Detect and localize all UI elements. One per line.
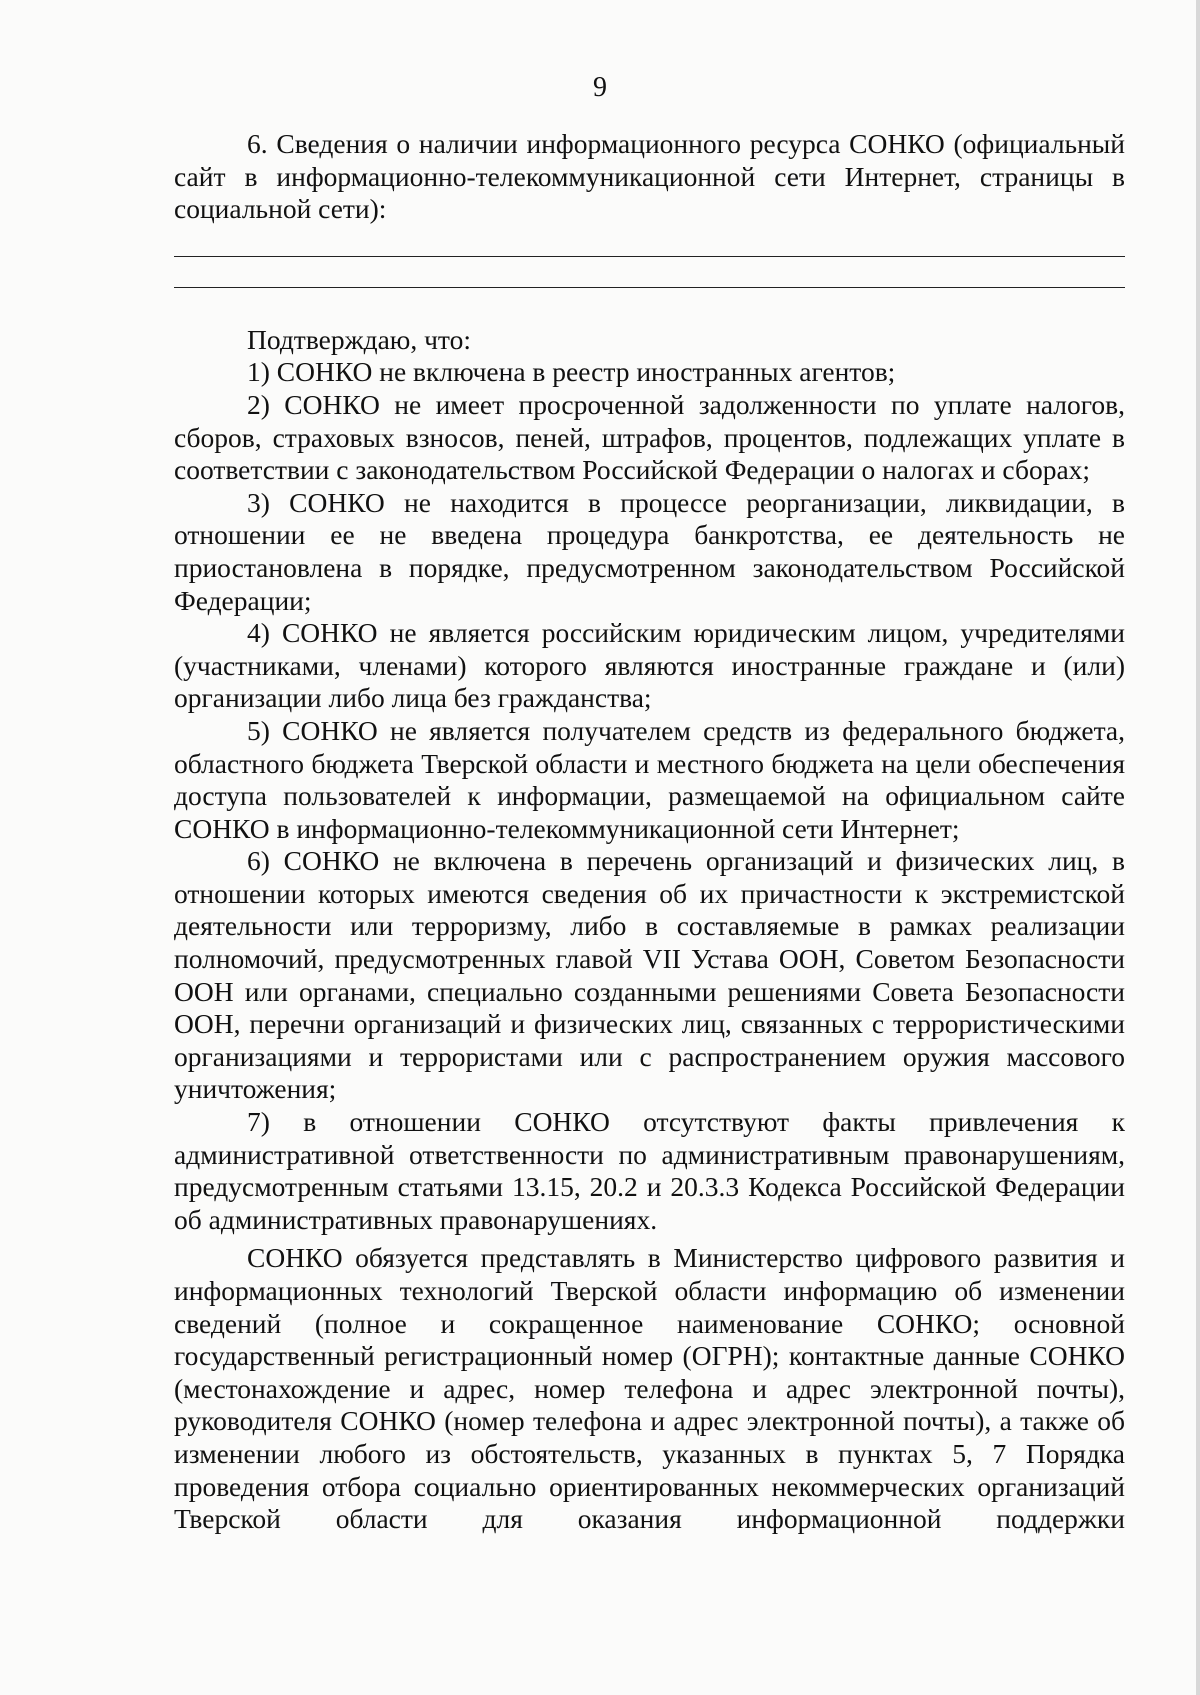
confirm-intro: Подтверждаю, что: bbox=[247, 323, 471, 355]
obligation-text: СОНКО обязуется представлять в Министерство цифрового развития и информационных технологий Тверской области информацию об изменении сведений (полное и сокращенное наименование СОНКО; основной государственный регистрационный номер (ОГРН); контактные данные СОНКО (местонахождение и адрес, номер телефона и адрес электронной почты), руководителя СОНКО (номер телефона и адрес электронной почты), а также об изменении любого из обстоятельств, указанных в пунктах 5, 7 Порядка проведения отбора социально ориентированных некоммерческих организаций Тверской области для оказания информационной поддержки bbox=[174, 1242, 1125, 1535]
confirm-item-6: 6) СОНКО не включена в перечень организаций и физических лиц, в отношении которых имеются сведения об их причастности к экстремистской деятельности или терроризму, либо в составляемые в рамках реализации полномочий, предусмотренных главой VII Устава ООН, Советом Безопасности ООН или органами, специально созданными решениями Совета Безопасности ООН, перечни организаций и физических лиц, связанных с террористическими организациями и террористами или с распространением оружия массового уничтожения; bbox=[174, 845, 1125, 1105]
fill-line-2 bbox=[174, 257, 1125, 288]
scan-edge bbox=[1196, 0, 1200, 1695]
fill-line-1 bbox=[174, 226, 1125, 257]
confirm-item-4: 4) СОНКО не является российским юридическим лицом, учредителями (участниками, членами) которого являются иностранные граждане и (или) организации либо лица без гражданства; bbox=[174, 617, 1125, 714]
confirm-item-2: 2) СОНКО не имеет просроченной задолженности по уплате налогов, сборов, страховых взносов, пеней, штрафов, процентов, подлежащих уплате в соответствии с законодательством Российской Федерации о налогах и сборах; bbox=[174, 388, 1125, 486]
confirm-item-5: 5) СОНКО не является получателем средств из федерального бюджета, областного бюджета Тверской области и местного бюджета на цели обеспечения доступа пользователей к информации, размещаемой на официальном сайте СОНКО в информационно-телекоммуникационной сети Интернет; bbox=[174, 714, 1125, 844]
page-number: 9 bbox=[593, 72, 607, 103]
confirm-item-1: 1) СОНКО не включена в реестр иностранных агентов; bbox=[247, 356, 896, 388]
confirm-item-7: 7) в отношении СОНКО отсутствуют факты привлечения к административной ответственности по административным правонарушениям, предусмотренным статьями 13.15, 20.2 и 20.3.3 Кодекса Российской Федерации об административных правонарушениях. bbox=[174, 1106, 1125, 1235]
section-6-text: 6. Сведения о наличии информационного ресурса СОНКО (официальный сайт в информационно-телекоммуникационной сети Интернет, страницы в социальной сети): bbox=[174, 128, 1125, 225]
confirm-item-3: 3) СОНКО не находится в процессе реорганизации, ликвидации, в отношении ее не введена процедура банкротства, ее деятельность не приостановлена в порядке, предусмотренном законодательством Российской Федерации; bbox=[174, 486, 1125, 616]
document-body bbox=[174, 128, 1125, 1536]
